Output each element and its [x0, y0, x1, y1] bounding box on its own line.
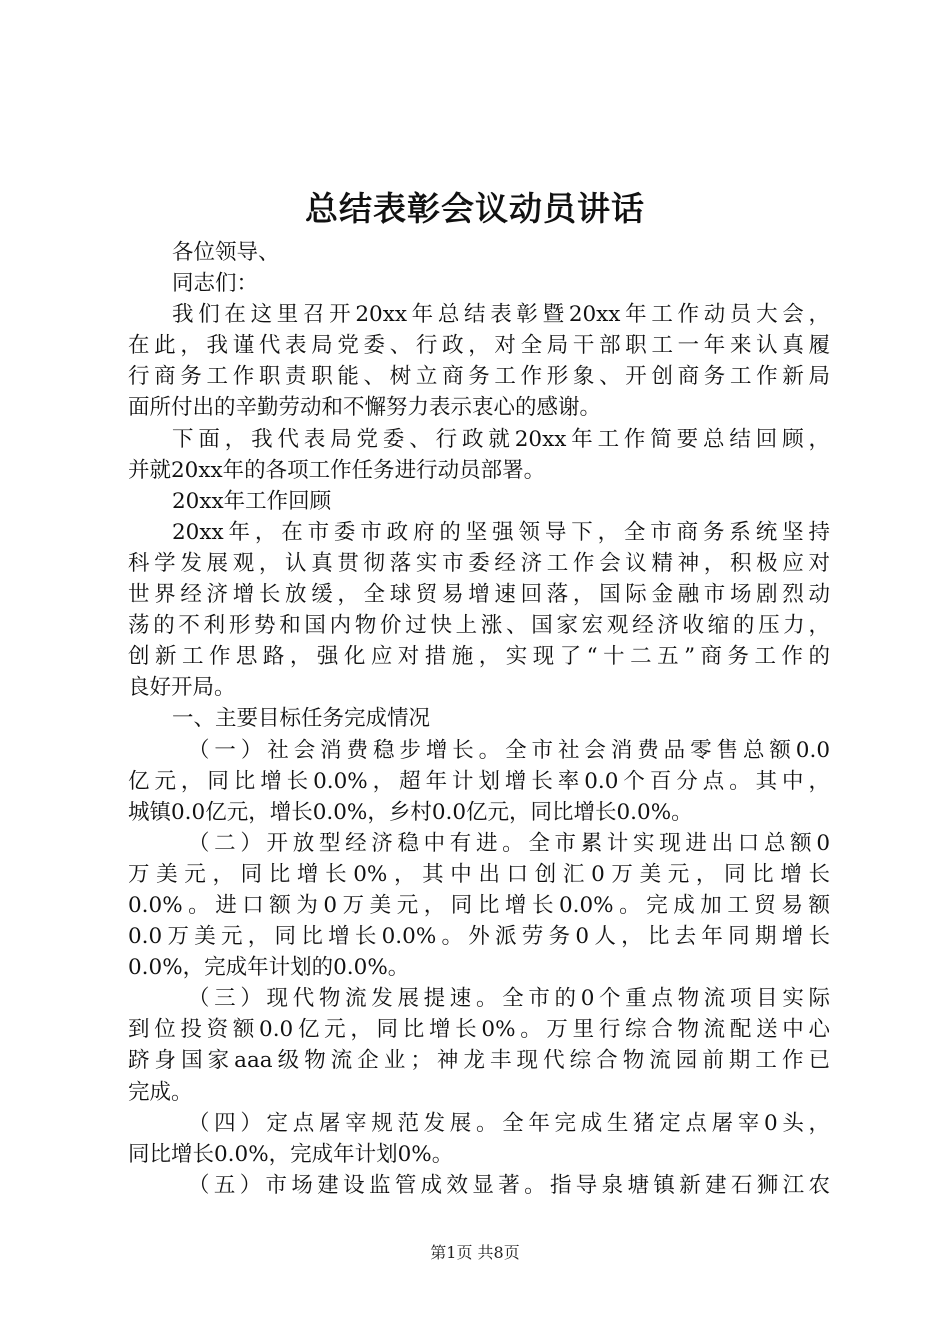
body-text-line: 一、主要目标任务完成情况 [172, 706, 431, 732]
body-text-line: 面所付出的辛勤劳动和不懈努力表示衷心的感谢。 [128, 395, 602, 421]
body-text-line: 创新工作思路，强化应对措施，实现了“十二五”商务工作的 [128, 644, 830, 670]
body-text-line: 良好开局。 [128, 675, 236, 701]
body-text-line: 完成。 [128, 1079, 193, 1105]
body-text-line: 在此，我谨代表局党委、行政，对全局干部职工一年来认真履 [128, 333, 830, 359]
document-title: 总结表彰会议动员讲话 [305, 189, 645, 228]
body-text-line: （五）市场建设监管成效显著。指导泉塘镇新建石狮江农 [188, 1172, 830, 1198]
body-text-line: 跻身国家aaa级物流企业；神龙丰现代综合物流园前期工作已 [128, 1048, 830, 1074]
body-text-line: 0.0%，完成年计划的0.0%。 [128, 955, 410, 981]
body-text-line: （三）现代物流发展提速。全市的0个重点物流项目实际 [188, 986, 830, 1012]
body-text-line: （四）定点屠宰规范发展。全年完成生猪定点屠宰0头， [188, 1110, 830, 1136]
body-text-line: 0.0%。进口额为0万美元，同比增长0.0%。完成加工贸易额 [128, 892, 830, 918]
document-body [128, 237, 830, 1201]
body-text-line: 到位投资额0.0亿元，同比增长0%。万里行综合物流配送中心 [128, 1017, 830, 1043]
body-text-line: 荡的不利形势和国内物价过快上涨、国家宏观经济收缩的压力， [128, 613, 830, 639]
body-text-line: 各位领导、 [172, 240, 280, 265]
body-text-line: 下面，我代表局党委、行政就20xx年工作简要总结回顾， [172, 426, 830, 452]
body-text-line: 20xx年，在市委市政府的坚强领导下，全市商务系统坚持 [172, 519, 830, 545]
body-text-line: 0.0万美元，同比增长0.0%。外派劳务0人，比去年同期增长 [128, 924, 830, 950]
body-text-line: 我们在这里召开20xx年总结表彰暨20xx年工作动员大会， [172, 302, 830, 328]
body-text-line: 同志们： [172, 271, 259, 297]
body-text-line: 世界经济增长放缓，全球贸易增速回落，国际金融市场剧烈动 [128, 582, 830, 608]
body-text-line: 科学发展观，认真贯彻落实市委经济工作会议精神，积极应对 [128, 550, 830, 576]
body-text-line: 20xx年工作回顾 [172, 488, 332, 514]
body-text-line: 万美元，同比增长0%，其中出口创汇0万美元，同比增长 [128, 861, 830, 887]
body-text-line: 行商务工作职责职能、树立商务工作形象、开创商务工作新局 [128, 364, 830, 390]
body-text-line: 同比增长0.0%，完成年计划0%。 [128, 1141, 454, 1167]
body-text-line: （二）开放型经济稳中有进。全市累计实现进出口总额0 [188, 830, 830, 856]
body-text-line: 城镇0.0亿元，增长0.0%，乡村0.0亿元，同比增长0.0%。 [128, 799, 693, 825]
body-text-line: （一）社会消费稳步增长。全市社会消费品零售总额0.0 [188, 737, 830, 763]
body-text-line: 亿元，同比增长0.0%，超年计划增长率0.0个百分点。其中， [128, 768, 830, 794]
body-text-line: 并就20xx年的各项工作任务进行动员部署。 [128, 457, 546, 483]
page-footer: 第1页 共8页 [430, 1243, 520, 1262]
